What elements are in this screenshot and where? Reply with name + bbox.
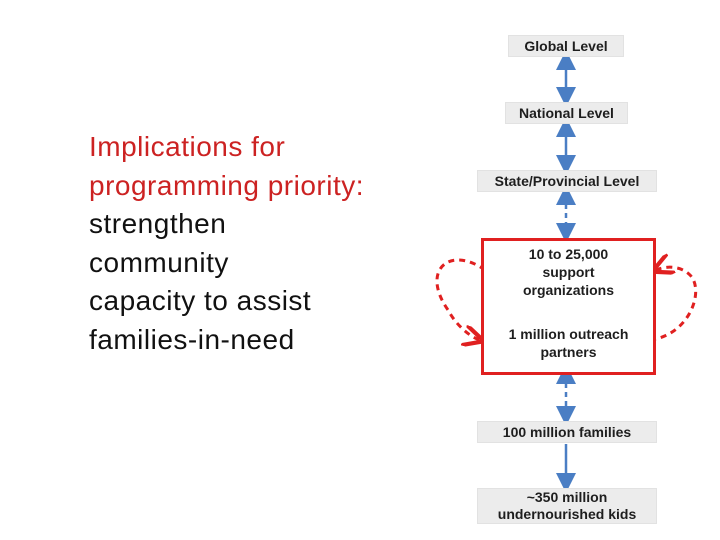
support-line-1: 10 to 25,000 (528, 246, 609, 262)
kids-line-2: undernourished kids (497, 506, 637, 522)
outreach-partners-text (484, 325, 653, 361)
families-box: 100 million families (477, 421, 657, 443)
national-level-box: National Level (505, 102, 628, 124)
support-organizations-text (484, 245, 653, 299)
heading-line-1: Implications for (89, 131, 286, 162)
global-level-box: Global Level (508, 35, 624, 57)
kids-box (477, 488, 657, 524)
community-box (481, 238, 656, 375)
heading-line-3: strengthen (89, 208, 227, 239)
loop-right (650, 267, 696, 340)
kids-line-1: ~350 million (526, 489, 608, 505)
support-line-2: support (542, 264, 595, 280)
heading-line-2: programming priority: (89, 169, 365, 201)
outreach-line-2: partners (540, 344, 597, 360)
support-line-3: organizations (522, 282, 614, 298)
state-level-box: State/Provincial Level (477, 170, 657, 192)
loop-left (437, 260, 485, 340)
outreach-line-1: 1 million outreach (508, 326, 629, 342)
heading-line-4: community (89, 246, 229, 278)
heading-line-5: capacity to assist (89, 285, 312, 316)
heading-line-6: families-in-need (89, 323, 295, 355)
